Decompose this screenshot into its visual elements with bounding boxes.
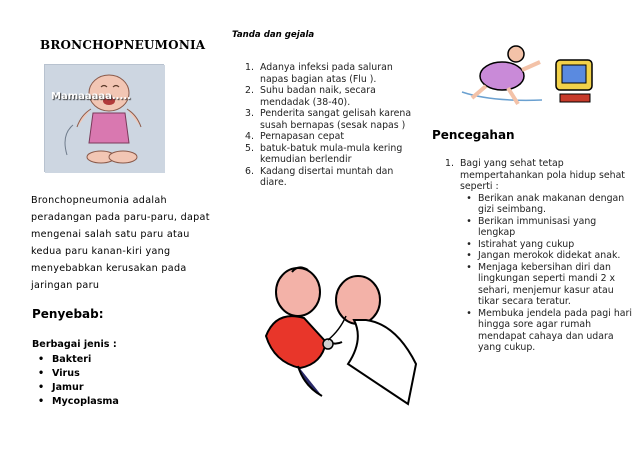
image-caption: Mamaaaaa..... [51, 91, 131, 102]
list-item: 4. Pernapasan cepat [245, 131, 345, 142]
list-item: • Membuka jendela pada pagi hari hingga sore agar rumah mendapat cahaya dan udara yang cukup. [466, 307, 632, 353]
list-item: • Istirahat yang cukup [466, 238, 575, 250]
list-item: 1. Adanya infeksi pada saluran napas bagian atas (Flu ). [245, 62, 393, 85]
left-column [0, 0, 212, 452]
list-item: 1. Bagi yang sehat tetap mempertahankan pola hidup sehat seperti : [445, 158, 625, 192]
list-item: • Bakteri [38, 353, 119, 367]
prevention-list [432, 158, 632, 354]
list-item: • Jamur [38, 381, 119, 395]
middle-column [212, 0, 422, 452]
cause-list [38, 353, 119, 409]
list-item: 5. batuk-batuk mula-mula kering kemudian berlendir [245, 142, 403, 165]
list-item: • Jangan merokok didekat anak. [466, 250, 621, 261]
list-item: • Virus [38, 367, 119, 381]
symptoms-list [232, 62, 416, 189]
doctor-child-illustration [258, 262, 420, 412]
prevention-bullets [432, 193, 632, 354]
running-person-illustration [456, 42, 604, 112]
list-item: 6. Kadang disertai muntah dan diare. [245, 165, 394, 188]
list-item: 3. Penderita sangat gelisah karena susah bernapas (sesak napas ) [245, 108, 412, 131]
right-column [422, 0, 638, 452]
list-item: • Mycoplasma [38, 395, 119, 409]
brochure-title: BRONCHOPNEUMONIA [40, 38, 206, 52]
list-item: 2. Suhu badan naik, secara mendadak (38-40). [245, 85, 376, 108]
list-item: • Berikan immunisasi yang lengkap [466, 215, 597, 238]
crying-baby-image [44, 64, 164, 172]
list-item: • Menjaga kebersihan diri dan lingkungan seperti mandi 2 x sehari, menjemur kasur atau tikar secara teratur. [466, 261, 616, 307]
intro-paragraph: Bronchopneumonia adalah peradangan pada paru-paru, dapat mengenai salah satu paru atau kedua paru kanan-kiri yang menyebabkan kerusakan pada jaringan paru [31, 195, 210, 291]
cause-subheading: Berbagai jenis : [32, 339, 117, 350]
list-item: • Berikan anak makanan dengan gizi seimbang. [466, 192, 625, 215]
prevention-heading: Pencegahan [432, 128, 515, 142]
cause-heading: Penyebab: [32, 307, 104, 321]
symptoms-heading: Tanda dan gejala [232, 30, 315, 40]
